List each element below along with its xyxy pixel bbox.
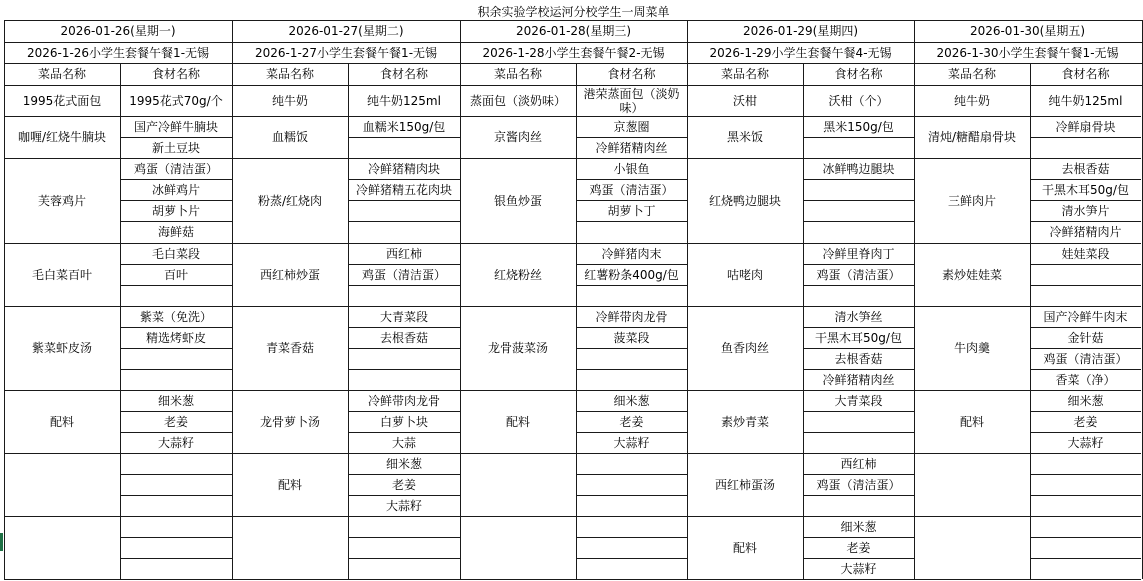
row-resize-marker: [0, 533, 3, 551]
ingredient-cell[interactable]: 大青菜段: [834, 393, 883, 408]
ingredient-cell[interactable]: [576, 537, 687, 558]
ingredient-cell[interactable]: 大蒜籽: [840, 561, 877, 576]
ingredient-cell[interactable]: 冷鲜猪精肉丝: [595, 140, 668, 155]
ingredient-cell[interactable]: 细米葱: [157, 393, 194, 408]
dish-name-cell[interactable]: 粉蒸/红烧肉: [257, 193, 323, 208]
dish-name-cell[interactable]: 鱼香肉丝: [720, 341, 769, 355]
ingredient-cell[interactable]: [576, 369, 687, 390]
ingredient-cell[interactable]: 老姜: [163, 414, 188, 429]
grid-line: [1030, 579, 1141, 580]
dish-name-cell[interactable]: 芙蓉鸡片: [37, 193, 86, 208]
ingredient-cell[interactable]: [348, 200, 460, 221]
dish-column-header[interactable]: 菜品名称: [37, 67, 86, 81]
ingredient-cell[interactable]: 紫菜（免洗）: [139, 309, 212, 324]
ingredient-cell[interactable]: 纯牛奶125ml: [1048, 93, 1123, 108]
grid-line: [232, 579, 348, 580]
ingredient-cell[interactable]: [1030, 453, 1141, 474]
ingredient-cell[interactable]: 大蒜: [391, 435, 416, 450]
dish-name-cell[interactable]: 素炒青菜: [720, 414, 769, 429]
ingredient-cell[interactable]: [803, 221, 914, 243]
ingredient-cell[interactable]: [576, 348, 687, 369]
ingredient-cell[interactable]: [1030, 264, 1141, 285]
menu-title[interactable]: 积余实验学校运河分校学生一周菜单: [477, 4, 670, 19]
dish-name-cell[interactable]: 沃柑: [732, 93, 757, 108]
dish-name-cell[interactable]: 纯牛奶: [953, 93, 990, 108]
dish-column-header[interactable]: 菜品名称: [265, 67, 314, 81]
ingredient-cell[interactable]: 去根香菇: [834, 351, 883, 366]
ingredient-cell[interactable]: [348, 285, 460, 306]
dish-column-header[interactable]: 菜品名称: [720, 67, 769, 81]
dish-name-cell[interactable]: 配料: [505, 414, 530, 429]
grid-line: [576, 579, 687, 580]
ingredient-cell[interactable]: 细米葱: [840, 519, 877, 534]
dish-name-cell[interactable]: 西红柿炒蛋: [259, 267, 320, 282]
ingredient-cell[interactable]: 鸡蛋（清洁蛋）: [816, 477, 901, 492]
ingredient-cell[interactable]: 纯牛奶125ml: [367, 93, 441, 108]
ingredient-cell[interactable]: [120, 453, 232, 474]
ingredient-cell[interactable]: 大蒜籽: [1067, 435, 1104, 450]
dish-name-cell[interactable]: 配料: [49, 414, 74, 429]
ingredient-cell[interactable]: 国产冷鲜牛腩块: [133, 119, 218, 134]
day-date-header[interactable]: 2026-01-26(星期一): [60, 24, 176, 38]
ingredient-column-header[interactable]: 食材名称: [1061, 67, 1110, 81]
dish-name-cell[interactable]: 牛肉羹: [953, 341, 990, 355]
ingredient-cell[interactable]: [1030, 516, 1141, 537]
ingredient-cell[interactable]: 干黑木耳50g/包: [815, 330, 902, 345]
grid-line: [803, 579, 914, 580]
ingredient-cell[interactable]: 百叶: [163, 267, 188, 282]
dish-name-cell[interactable]: 咕咾肉: [726, 267, 763, 282]
ingredient-cell[interactable]: 港荣蒸面包（淡奶味）: [583, 86, 680, 115]
ingredient-cell[interactable]: 去根香菇: [379, 330, 428, 345]
ingredient-cell[interactable]: 老姜: [619, 414, 644, 429]
ingredient-cell[interactable]: 毛白菜段: [151, 246, 200, 261]
dish-name-cell[interactable]: 纯牛奶: [271, 93, 308, 108]
ingredient-cell[interactable]: [803, 200, 914, 221]
ingredient-cell[interactable]: [348, 369, 460, 390]
ingredient-cell[interactable]: 大蒜籽: [385, 498, 422, 513]
ingredient-cell[interactable]: 清水笋丝: [834, 309, 883, 324]
ingredient-cell[interactable]: 冷鲜带肉龙骨: [595, 309, 668, 324]
ingredient-cell[interactable]: [348, 221, 460, 243]
ingredient-cell[interactable]: 去根香菇: [1061, 161, 1110, 176]
ingredient-cell[interactable]: 白萝卜块: [379, 414, 428, 429]
dish-name-cell[interactable]: 素炒娃娃菜: [941, 267, 1002, 282]
day-date-header[interactable]: 2026-01-30(星期五): [969, 24, 1086, 38]
ingredient-cell[interactable]: 冷鲜扇骨块: [1055, 119, 1116, 134]
day-set-name[interactable]: 2026-1-30小学生套餐午餐1-无锡: [936, 45, 1119, 60]
ingredient-cell[interactable]: [348, 537, 460, 558]
ingredient-cell[interactable]: 老姜: [846, 540, 871, 555]
ingredient-cell[interactable]: 鸡蛋（清洁蛋）: [1043, 351, 1128, 366]
dish-name-cell[interactable]: 黑米饭: [726, 130, 763, 144]
ingredient-cell[interactable]: [576, 558, 687, 579]
day-date-header[interactable]: 2026-01-29(星期四): [742, 24, 859, 38]
dish-name-cell[interactable]: [4, 516, 120, 579]
ingredient-cell[interactable]: 大蒜籽: [613, 435, 650, 450]
dish-name-cell[interactable]: 咖喱/红烧牛腩块: [17, 130, 107, 144]
ingredient-cell[interactable]: 大蒜籽: [157, 435, 194, 450]
ingredient-cell[interactable]: 海鲜菇: [157, 225, 194, 239]
dish-name-cell[interactable]: 京酱肉丝: [493, 130, 542, 144]
ingredient-cell[interactable]: [576, 221, 687, 243]
ingredient-cell[interactable]: 胡萝卜片: [151, 203, 200, 218]
ingredient-cell[interactable]: 鸡蛋（清洁蛋）: [589, 182, 674, 197]
ingredient-cell[interactable]: [1030, 137, 1141, 158]
grid-line: [348, 579, 460, 580]
ingredient-cell[interactable]: [120, 516, 232, 537]
dish-name-cell[interactable]: 血糯饭: [271, 130, 308, 144]
dish-name-cell[interactable]: 配料: [959, 414, 984, 429]
day-set-name[interactable]: 2026-1-28小学生套餐午餐2-无锡: [482, 45, 665, 60]
ingredient-cell[interactable]: 干黑木耳50g/包: [1042, 182, 1129, 197]
ingredient-cell[interactable]: [120, 369, 232, 390]
ingredient-cell[interactable]: 冷鲜猪精五花肉块: [355, 182, 452, 197]
ingredient-cell[interactable]: 西红柿: [385, 246, 422, 261]
ingredient-cell[interactable]: [803, 495, 914, 516]
dish-name-cell[interactable]: 红烧粉丝: [493, 267, 542, 282]
dish-name-cell[interactable]: [460, 453, 576, 516]
dish-name-cell[interactable]: 清炖/糖醋扇骨块: [927, 130, 1017, 144]
ingredient-cell[interactable]: [803, 285, 914, 306]
ingredient-cell[interactable]: 细米葱: [1067, 393, 1104, 408]
ingredient-cell[interactable]: [803, 137, 914, 158]
ingredient-cell[interactable]: [348, 137, 460, 158]
ingredient-cell[interactable]: 菠菜段: [613, 330, 650, 345]
ingredient-cell[interactable]: [1030, 558, 1141, 579]
dish-name-cell[interactable]: [914, 516, 1030, 579]
day-date-header[interactable]: 2026-01-28(星期三): [515, 24, 632, 38]
dish-name-cell[interactable]: 三鲜肉片: [947, 193, 996, 208]
ingredient-cell[interactable]: [348, 516, 460, 537]
ingredient-cell[interactable]: [1030, 285, 1141, 306]
dish-name-cell[interactable]: 红烧鸭边腿块: [708, 193, 781, 208]
ingredient-cell[interactable]: 细米葱: [385, 456, 422, 471]
ingredient-cell[interactable]: 红薯粉条400g/包: [584, 267, 679, 282]
ingredient-cell[interactable]: [1030, 537, 1141, 558]
ingredient-cell[interactable]: 娃娃菜段: [1061, 246, 1110, 261]
ingredient-cell[interactable]: [576, 285, 687, 306]
dish-column-header[interactable]: 菜品名称: [493, 67, 542, 81]
ingredient-cell[interactable]: 鸡蛋（清洁蛋）: [816, 267, 901, 282]
day-set-name[interactable]: 2026-1-27小学生套餐午餐1-无锡: [254, 45, 438, 60]
ingredient-cell[interactable]: 冷鲜猪精肉块: [367, 161, 440, 176]
ingredient-cell[interactable]: 细米葱: [613, 393, 650, 408]
ingredient-cell[interactable]: 大青菜段: [379, 309, 428, 324]
ingredient-cell[interactable]: 鸡蛋（清洁蛋）: [133, 161, 218, 176]
ingredient-cell[interactable]: 冷鲜猪精肉片: [1049, 225, 1122, 239]
grid-line: [460, 579, 576, 580]
ingredient-cell[interactable]: [120, 495, 232, 516]
ingredient-cell[interactable]: [348, 348, 460, 369]
ingredient-cell[interactable]: 清水笋片: [1061, 203, 1110, 218]
ingredient-cell[interactable]: 沃柑（个）: [828, 93, 889, 108]
ingredient-cell[interactable]: [120, 558, 232, 579]
ingredient-cell[interactable]: 小银鱼: [613, 161, 650, 176]
ingredient-cell[interactable]: 老姜: [1073, 414, 1098, 429]
ingredient-cell[interactable]: 香菜（净）: [1055, 372, 1116, 387]
ingredient-cell[interactable]: [803, 432, 914, 453]
dish-column-header[interactable]: 菜品名称: [947, 67, 996, 81]
ingredient-cell[interactable]: 胡萝卜丁: [607, 203, 656, 218]
dish-name-cell[interactable]: 紫菜虾皮汤: [31, 341, 92, 355]
ingredient-cell[interactable]: [348, 558, 460, 579]
ingredient-cell[interactable]: 冷鲜带肉龙骨: [367, 393, 440, 408]
dish-name-cell[interactable]: 毛白菜百叶: [31, 267, 92, 282]
dish-name-cell[interactable]: [4, 453, 120, 516]
ingredient-column-header[interactable]: 食材名称: [151, 67, 200, 81]
ingredient-cell[interactable]: [576, 495, 687, 516]
grid-line: [120, 579, 232, 580]
dish-name-cell[interactable]: 蒸面包（淡奶味）: [469, 93, 566, 108]
ingredient-cell[interactable]: 西红柿: [840, 456, 877, 471]
ingredient-cell[interactable]: [120, 537, 232, 558]
ingredient-column-header[interactable]: 食材名称: [379, 67, 428, 81]
ingredient-cell[interactable]: 京葱圈: [613, 119, 650, 134]
dish-name-cell[interactable]: [460, 516, 576, 579]
ingredient-cell[interactable]: [803, 179, 914, 200]
ingredient-cell[interactable]: [1030, 474, 1141, 495]
day-date-header[interactable]: 2026-01-27(星期二): [288, 24, 404, 38]
ingredient-column-header[interactable]: 食材名称: [607, 67, 656, 81]
ingredient-cell[interactable]: [120, 348, 232, 369]
dish-name-cell[interactable]: [914, 453, 1030, 516]
ingredient-cell[interactable]: [1030, 495, 1141, 516]
ingredient-cell[interactable]: 国产冷鲜牛肉末: [1043, 309, 1128, 324]
dish-name-cell[interactable]: 青菜香菇: [265, 341, 314, 355]
grid-line: [687, 579, 803, 580]
ingredient-cell[interactable]: 鸡蛋（清洁蛋）: [361, 267, 446, 282]
ingredient-cell[interactable]: 血糯米150g/包: [362, 119, 446, 134]
dish-name-cell[interactable]: 配料: [732, 540, 757, 555]
ingredient-cell[interactable]: 精选烤虾皮: [145, 330, 206, 345]
ingredient-cell[interactable]: 冷鲜猪精肉丝: [822, 372, 895, 387]
dish-name-cell[interactable]: 银鱼炒蛋: [493, 193, 542, 208]
ingredient-cell[interactable]: 新土豆块: [151, 140, 200, 155]
ingredient-cell[interactable]: [576, 453, 687, 474]
ingredient-cell[interactable]: [120, 474, 232, 495]
ingredient-cell[interactable]: 老姜: [391, 477, 416, 492]
ingredient-cell[interactable]: 冰鲜鸭边腿块: [822, 161, 895, 176]
ingredient-cell[interactable]: 1995花式70g/个: [129, 93, 223, 108]
ingredient-column-header[interactable]: 食材名称: [834, 67, 883, 81]
ingredient-cell[interactable]: 金针菇: [1067, 330, 1104, 345]
ingredient-cell[interactable]: 冷鲜里脊肉丁: [822, 246, 895, 261]
day-set-name[interactable]: 2026-1-29小学生套餐午餐4-无锡: [709, 45, 892, 60]
dish-name-cell[interactable]: [232, 516, 348, 579]
dish-name-cell[interactable]: 1995花式面包: [22, 93, 102, 108]
dish-name-cell[interactable]: 龙骨萝卜汤: [259, 414, 320, 429]
ingredient-cell[interactable]: [803, 411, 914, 432]
grid-line: [4, 579, 120, 580]
grid-line: [914, 579, 1030, 580]
dish-name-cell[interactable]: 配料: [277, 477, 302, 492]
ingredient-cell[interactable]: 黑米150g/包: [823, 119, 894, 134]
dish-name-cell[interactable]: 龙骨菠菜汤: [487, 341, 548, 355]
ingredient-cell[interactable]: [576, 516, 687, 537]
ingredient-cell[interactable]: [120, 285, 232, 306]
ingredient-cell[interactable]: [576, 474, 687, 495]
dish-name-cell[interactable]: 西红柿蛋汤: [714, 477, 775, 492]
ingredient-cell[interactable]: 冷鲜猪肉末: [601, 246, 662, 261]
ingredient-cell[interactable]: 冰鲜鸡片: [151, 182, 200, 197]
day-set-name[interactable]: 2026-1-26小学生套餐午餐1-无锡: [26, 45, 210, 60]
